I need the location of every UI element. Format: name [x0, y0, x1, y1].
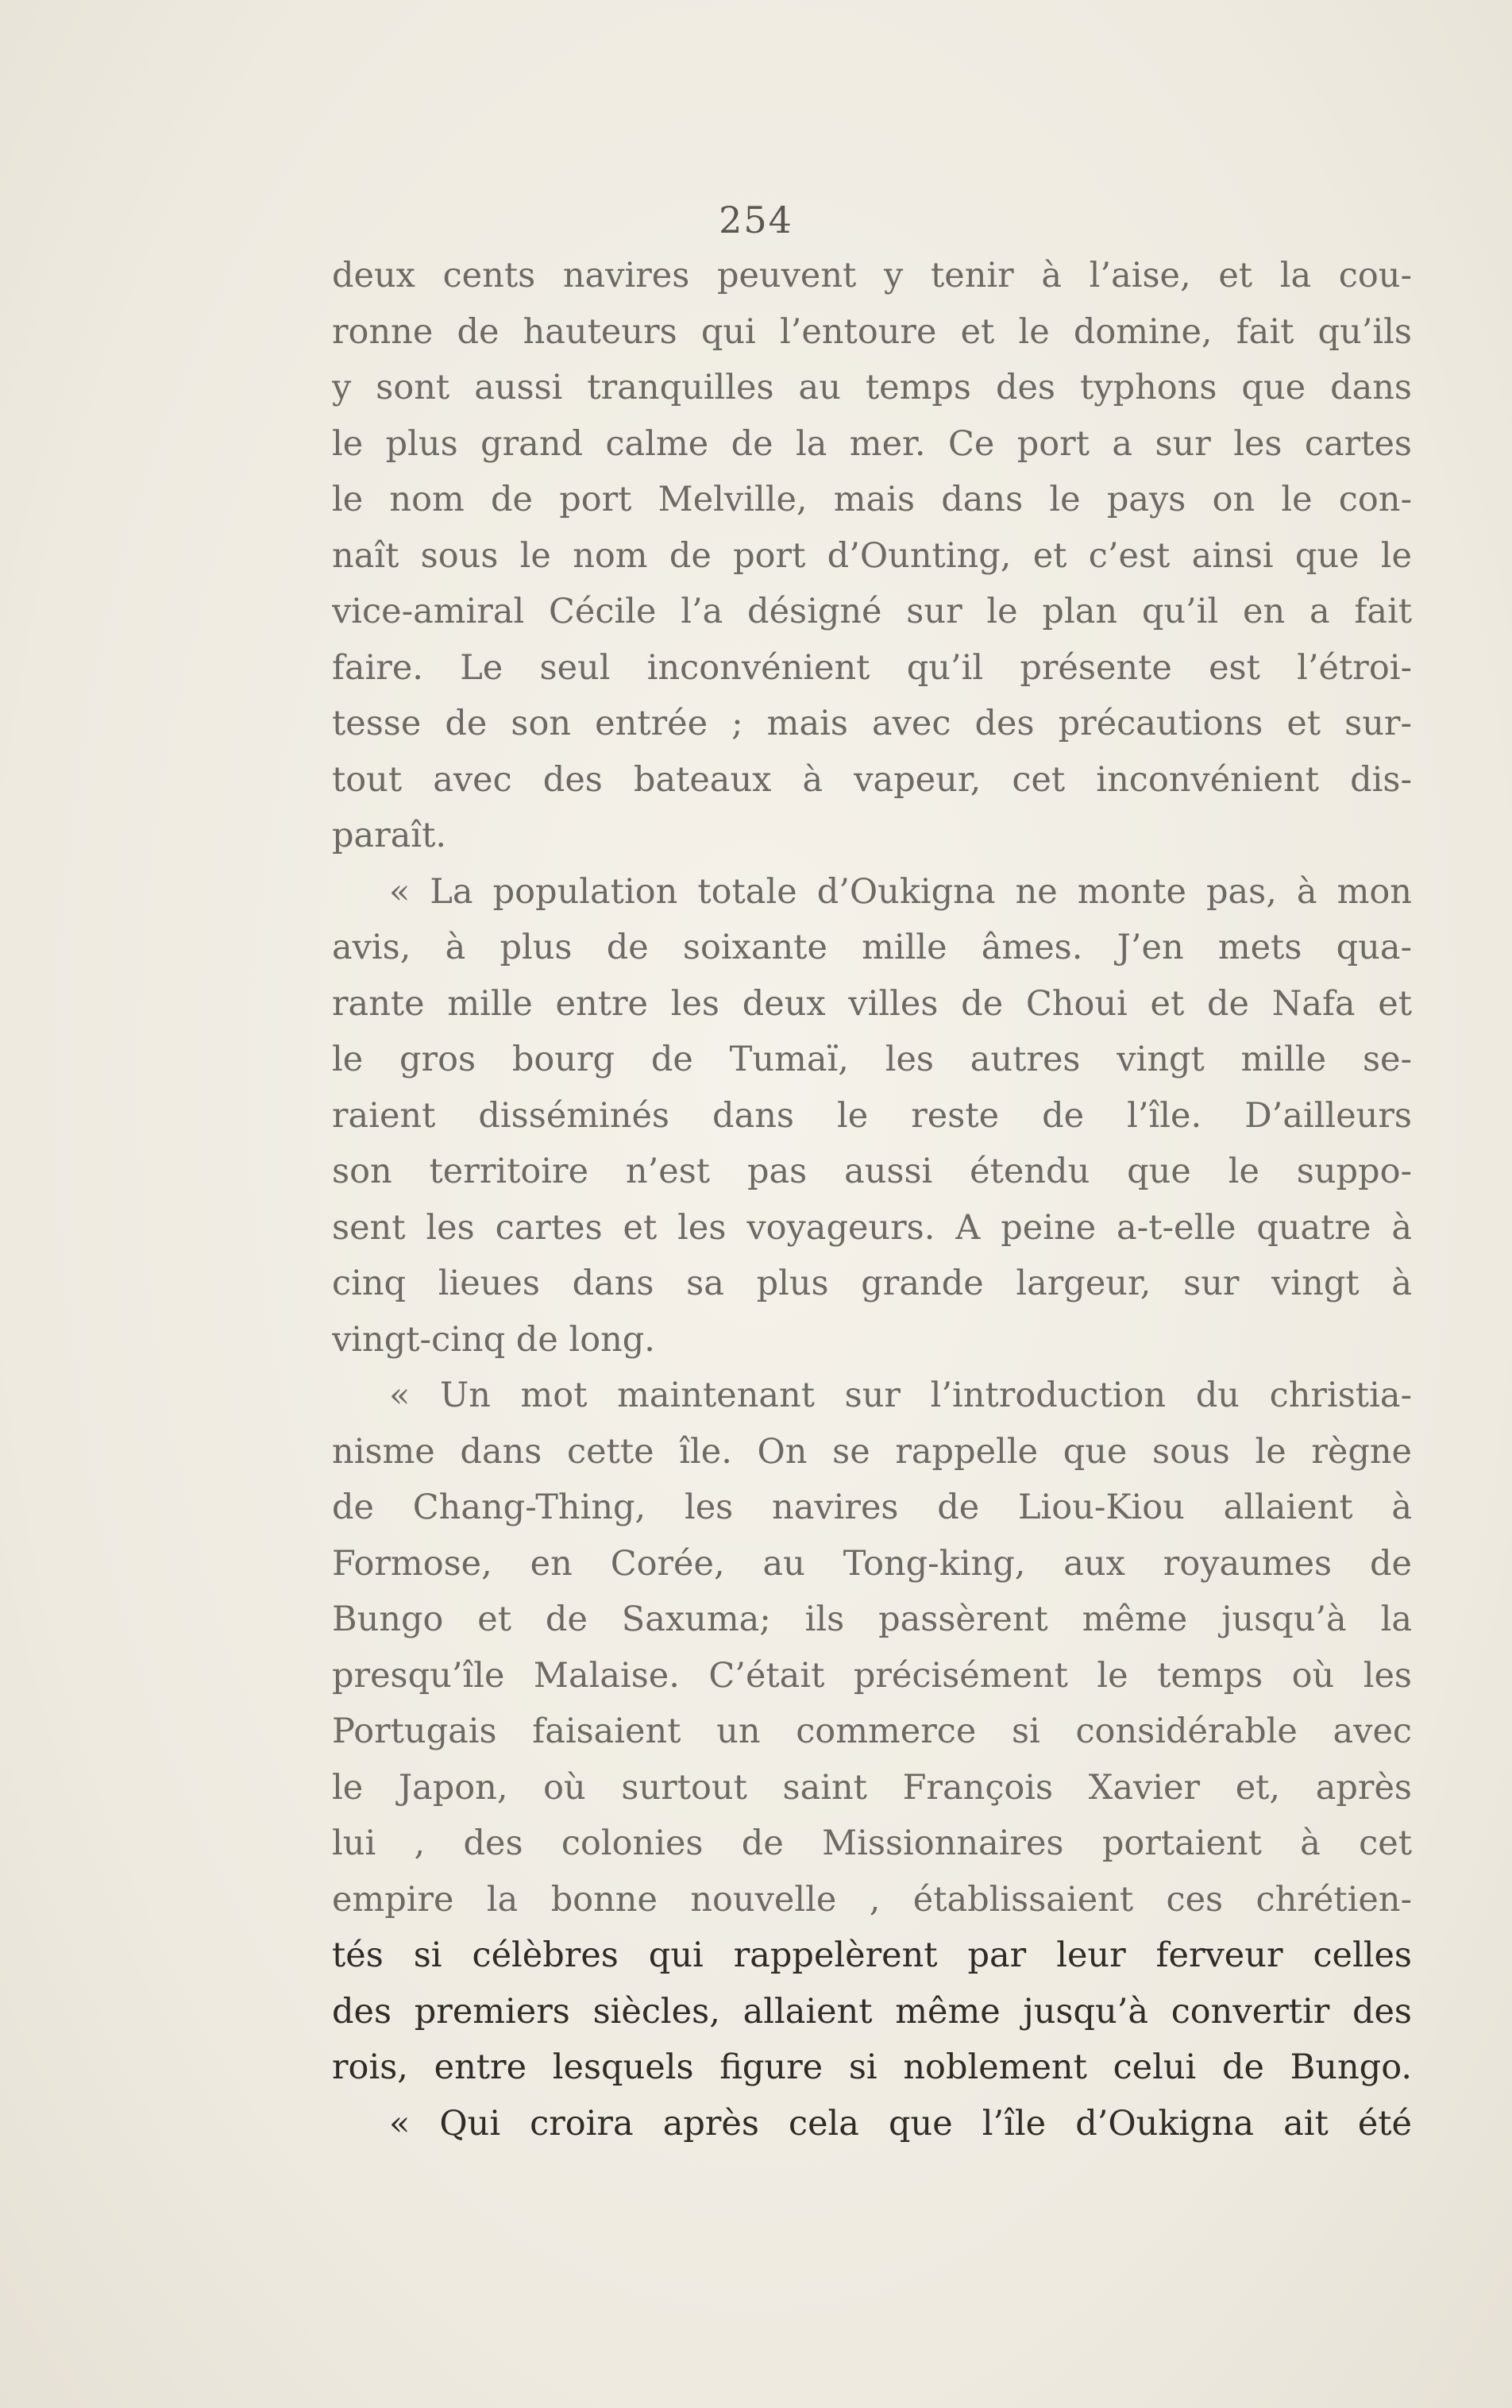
text-line: tesse de son entrée ; mais avec des précautions et sur-: [332, 704, 1412, 743]
text-line: le Japon, où surtout saint François Xavier et, après: [332, 1767, 1412, 1808]
text-line: Bungo et de Saxuma; ils passèrent même jusqu’à la: [332, 1600, 1412, 1639]
text-line: paraît.: [332, 816, 447, 855]
text-line: Portugais faisaient un commerce si considérable avec: [332, 1711, 1412, 1751]
text-line: empire la bonne nouvelle , établissaient ces chrétien-: [332, 1879, 1412, 1920]
text-line: « Un mot maintenant sur l’introduction du christia-: [389, 1376, 1412, 1415]
text-line: rante mille entre les deux villes de Choui et de Nafa et: [332, 983, 1412, 1024]
text-line: de Chang-Thing, les navires de Liou-Kiou allaient à: [332, 1488, 1412, 1527]
text-line: « La population totale d’Oukigna ne monte pas, à mon: [389, 871, 1412, 912]
text-line: le nom de port Melville, mais dans le pays on le con-: [332, 480, 1412, 519]
text-line: vice-amiral Cécile l’a désigné sur le plan qu’il en a fait: [332, 592, 1412, 631]
text-line: rois, entre lesquels figure si noblement celui de Bungo.: [332, 2047, 1412, 2087]
body-text: [332, 248, 1412, 2151]
page-number: 254: [719, 199, 793, 241]
text-line: le plus grand calme de la mer. Ce port a sur les cartes: [332, 423, 1412, 464]
text-line: vingt-cinq de long.: [332, 1319, 655, 1360]
text-line: raient disséminés dans le reste de l’île. D’ailleurs: [332, 1095, 1412, 1136]
text-line: faire. Le seul inconvénient qu’il présente est l’étroi-: [332, 647, 1412, 688]
text-line: presqu’île Malaise. C’était précisément le temps où les: [332, 1655, 1412, 1696]
text-line: le gros bourg de Tumaï, les autres vingt mille se-: [332, 1040, 1412, 1079]
text-line: naît sous le nom de port d’Ounting, et c’est ainsi que le: [332, 535, 1412, 576]
text-line: nisme dans cette île. On se rappelle que sous le règne: [332, 1431, 1412, 1472]
text-line: « Qui croira après cela que l’île d’Oukigna ait été: [389, 2103, 1412, 2144]
text-line: sent les cartes et les voyageurs. A peine a-t-elle quatre à: [332, 1207, 1412, 1248]
text-line: tout avec des bateaux à vapeur, cet inconvénient dis-: [332, 759, 1412, 800]
text-line: son territoire n’est pas aussi étendu que le suppo-: [332, 1152, 1412, 1191]
text-line: ronne de hauteurs qui l’entoure et le domine, fait qu’ils: [332, 311, 1412, 352]
text-line: avis, à plus de soixante mille âmes. J’en mets qua-: [332, 928, 1412, 967]
text-line: tés si célèbres qui rappelèrent par leur ferveur celles: [332, 1935, 1412, 1975]
text-line: des premiers siècles, allaient même jusqu’à convertir des: [332, 1991, 1412, 2032]
text-line: lui , des colonies de Missionnaires portaient à cet: [332, 1823, 1412, 1863]
text-line: deux cents navires peuvent y tenir à l’aise, et la cou-: [332, 256, 1412, 295]
text-line: y sont aussi tranquilles au temps des typhons que dans: [332, 368, 1412, 407]
text-line: cinq lieues dans sa plus grande largeur, sur vingt à: [332, 1264, 1412, 1303]
text-line: Formose, en Corée, au Tong-king, aux royaumes de: [332, 1543, 1412, 1584]
